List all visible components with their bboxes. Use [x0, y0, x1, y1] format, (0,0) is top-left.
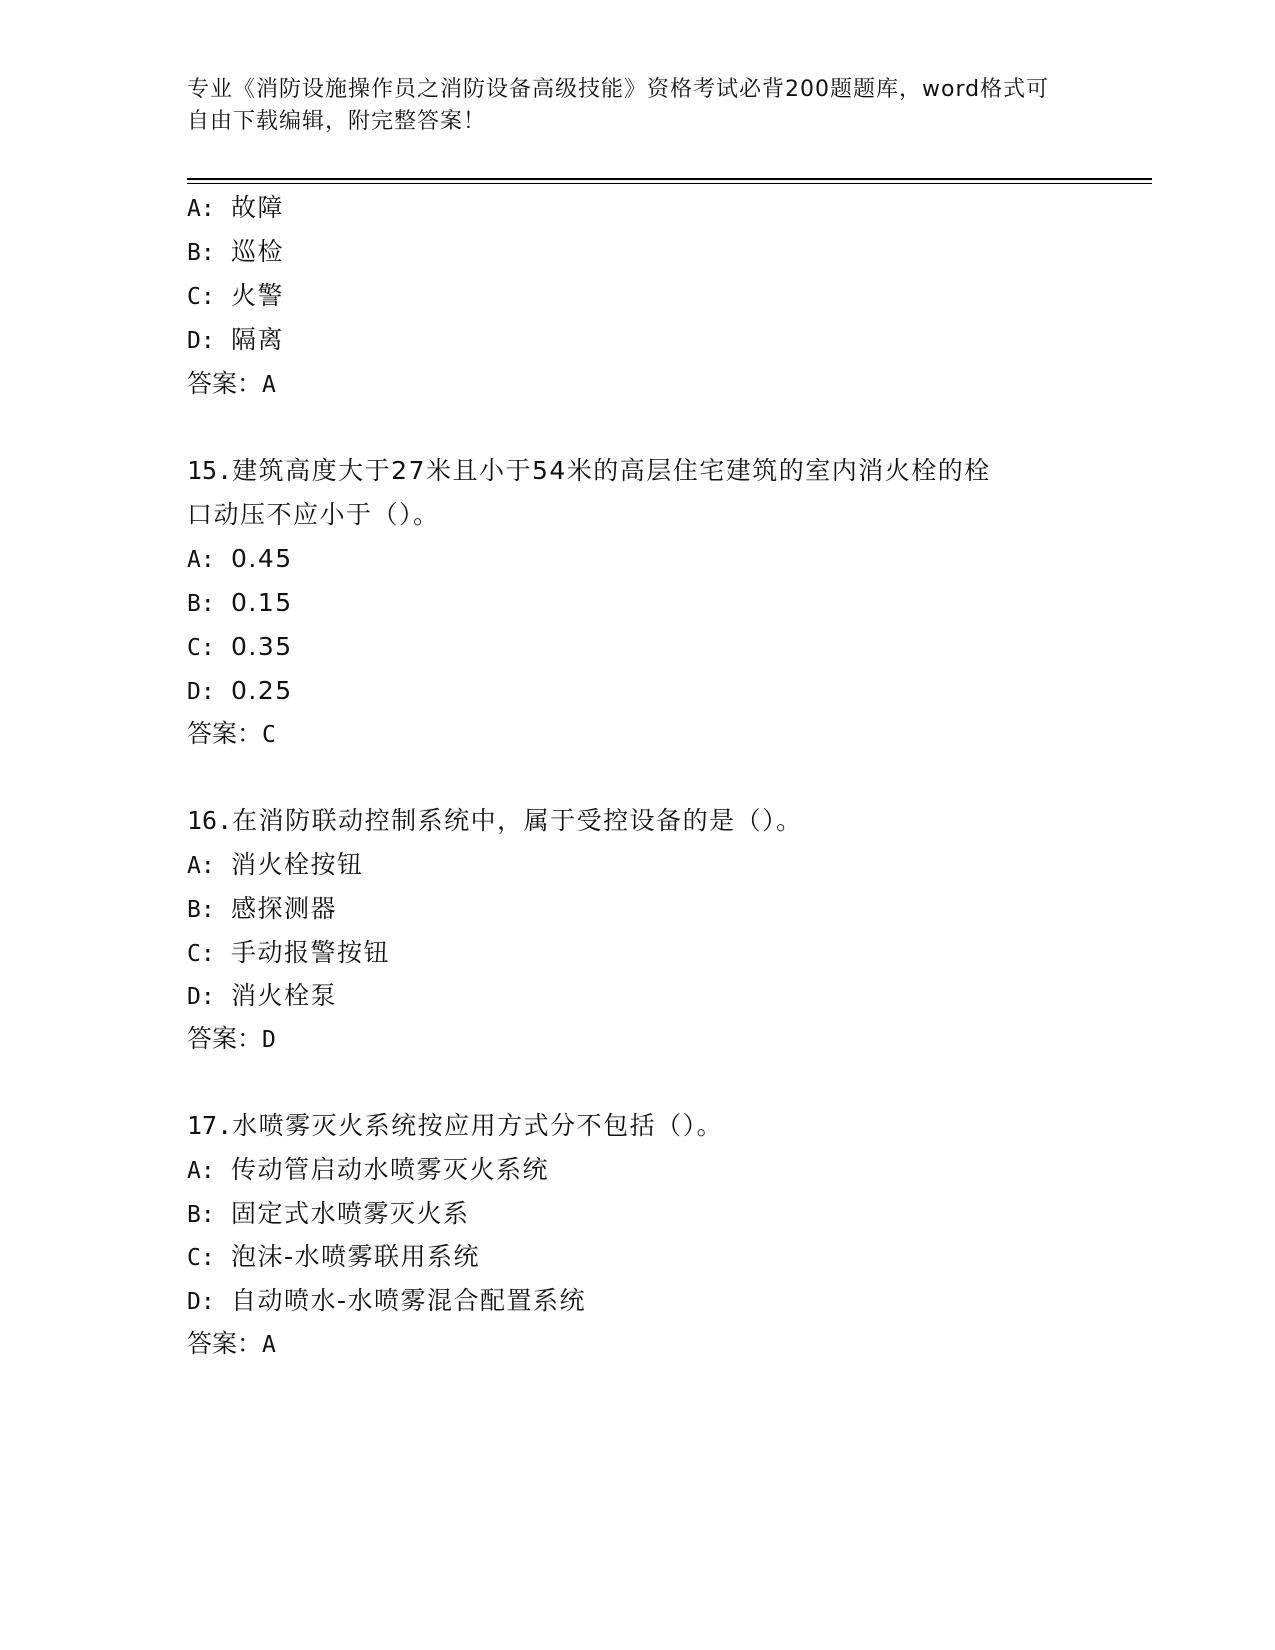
option-label: B:	[187, 240, 215, 266]
option-c	[187, 1241, 480, 1274]
option-label: D:	[187, 328, 215, 354]
option-label: B:	[187, 897, 215, 923]
question-15-line2: 口动压不应小于（）。	[187, 500, 440, 529]
question-number: 15.	[187, 456, 233, 485]
option-text: 巡检	[231, 237, 285, 266]
option-a	[187, 543, 293, 576]
question-17-line1	[187, 1110, 723, 1142]
option-text: 消火栓泵	[231, 981, 338, 1010]
option-text: 0.25	[231, 676, 293, 705]
option-text: 自动喷水-水喷雾混合配置系统	[231, 1286, 587, 1315]
option-d	[187, 1285, 586, 1318]
question-text: 在消防联动控制系统中，属于受控设备的是（）。	[232, 806, 803, 835]
option-a	[187, 1154, 549, 1187]
option-d	[187, 675, 293, 708]
option-label: C:	[187, 635, 215, 661]
option-text: 泡沫-水喷雾联用系统	[231, 1242, 481, 1271]
option-text: 传动管启动水喷雾灭火系统	[231, 1155, 550, 1184]
answer-line	[187, 368, 277, 401]
question-text: 水喷雾灭火系统按应用方式分不包括（）。	[232, 1111, 724, 1140]
option-c	[187, 631, 293, 664]
option-a	[187, 849, 364, 882]
question-16-line1	[187, 805, 803, 837]
header-rule-thick	[187, 178, 1152, 180]
answer-value: D	[262, 1027, 278, 1053]
option-text: 感探测器	[231, 894, 338, 923]
answer-value: A	[262, 372, 278, 398]
document-header: 专业《消防设施操作员之消防设备高级技能》资格考试必背200题题库，word格式可自由下载编辑，附完整答案！	[187, 77, 1050, 134]
option-label: D:	[187, 1289, 215, 1315]
option-label: A:	[187, 547, 215, 573]
option-a	[187, 192, 284, 225]
option-label: C:	[187, 941, 215, 967]
answer-label: 答案：	[187, 369, 263, 398]
answer-line	[187, 1328, 277, 1361]
option-text: 火警	[231, 281, 285, 310]
option-b	[187, 893, 337, 926]
option-text: 消火栓按钮	[231, 850, 364, 879]
question-number: 17.	[187, 1111, 233, 1140]
answer-label: 答案：	[187, 1024, 263, 1053]
option-label: A:	[187, 1158, 215, 1184]
option-text: 手动报警按钮	[231, 938, 391, 967]
option-text: 固定式水喷雾灭火系	[231, 1199, 470, 1228]
option-label: C:	[187, 1245, 215, 1271]
option-text: 故障	[231, 193, 285, 222]
option-d	[187, 324, 284, 357]
option-label: B:	[187, 591, 215, 617]
option-label: C:	[187, 284, 215, 310]
answer-label: 答案：	[187, 719, 263, 748]
option-text: 0.45	[231, 544, 293, 573]
answer-line	[187, 1023, 277, 1056]
option-text: 0.15	[231, 588, 293, 617]
option-c	[187, 937, 390, 970]
option-label: A:	[187, 196, 215, 222]
question-number: 16.	[187, 806, 233, 835]
answer-label: 答案：	[187, 1329, 263, 1358]
answer-value: A	[262, 1332, 278, 1358]
option-b	[187, 587, 293, 620]
option-text: 隔离	[231, 325, 285, 354]
header-rule-thin	[187, 183, 1152, 184]
question-15-line1	[187, 455, 991, 487]
option-text: 0.35	[231, 632, 293, 661]
answer-line	[187, 718, 277, 751]
option-label: D:	[187, 984, 215, 1010]
question-text: 建筑高度大于27米且小于54米的高层住宅建筑的室内消火栓的栓	[232, 456, 991, 485]
option-d	[187, 980, 337, 1013]
answer-value: C	[262, 722, 278, 748]
option-c	[187, 280, 284, 313]
option-b	[187, 1198, 470, 1231]
option-label: A:	[187, 853, 215, 879]
option-label: D:	[187, 679, 215, 705]
option-b	[187, 236, 284, 269]
option-label: B:	[187, 1202, 215, 1228]
